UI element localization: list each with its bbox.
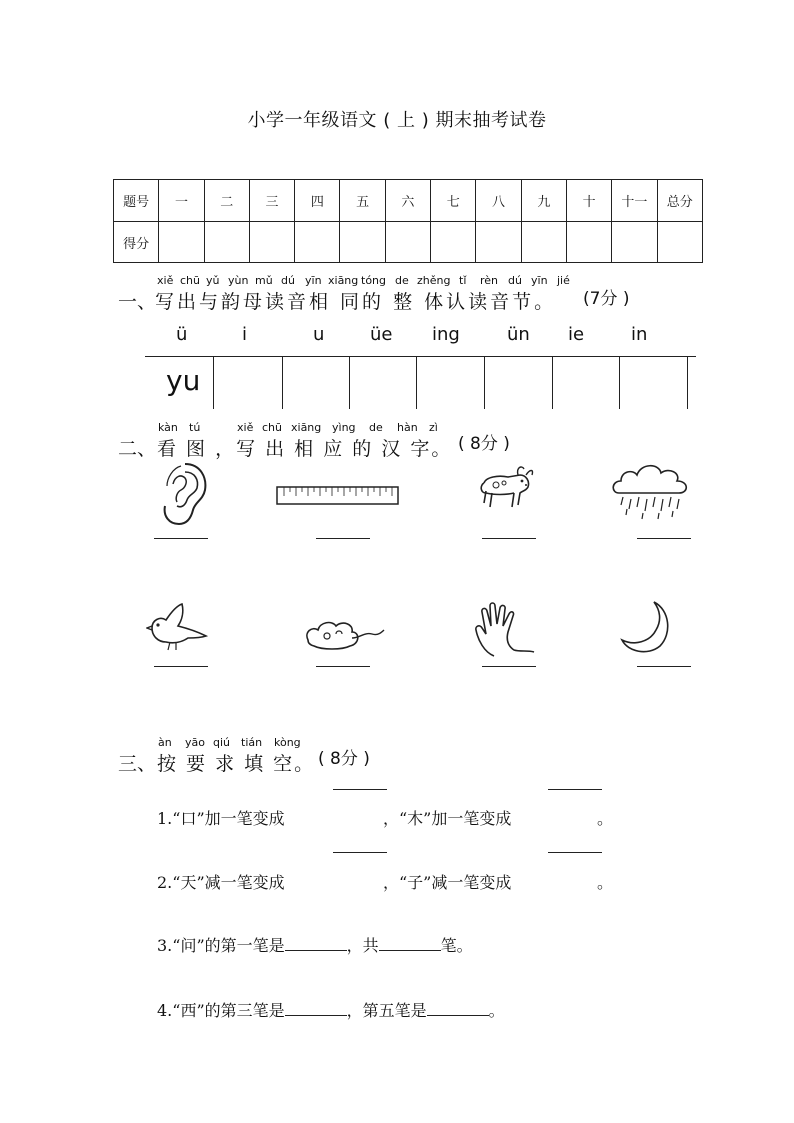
score-entry-cell[interactable]	[295, 222, 340, 263]
pinyin-label: yìng	[332, 421, 356, 434]
score-entry-cell[interactable]	[612, 222, 657, 263]
question-3	[157, 933, 473, 956]
score-entry-cell[interactable]	[657, 222, 702, 263]
score-cell-header: 八	[476, 180, 521, 222]
moon-icon	[620, 600, 672, 654]
question-2-end: 。	[597, 873, 614, 892]
answer-blank[interactable]	[548, 789, 602, 790]
ear-icon	[155, 460, 211, 528]
pinyin-label: tóng	[361, 274, 386, 287]
score-cell-header: 十一	[612, 180, 657, 222]
pinyin-label: yǔ	[206, 274, 220, 287]
question-1-part-b: ，“木”加一笔变成	[383, 809, 512, 828]
pinyin-label: yīn	[531, 274, 548, 287]
pinyin-label: zhěng	[417, 274, 451, 287]
pinyin-label: yùn	[228, 274, 249, 287]
pinyin-label: mǔ	[255, 274, 273, 287]
final-label: ie	[568, 324, 585, 345]
answer-grid-divider	[282, 356, 283, 409]
cow-icon	[474, 463, 536, 511]
final-label: ing	[432, 324, 460, 345]
picture-answer-blank[interactable]	[637, 538, 691, 539]
answer-grid-divider	[552, 356, 553, 409]
score-cell-header: 三	[249, 180, 294, 222]
pinyin-label: yāo	[185, 736, 205, 749]
question-4-part-b: ，第五笔是	[346, 1001, 427, 1020]
final-label: i	[242, 324, 248, 345]
question-3-end: 笔。	[440, 936, 473, 955]
final-label: ün	[507, 324, 530, 345]
score-cell-header: 题号	[114, 180, 159, 222]
question-1-part-a: 1.“口”加一笔变成	[157, 809, 285, 828]
section-number: 二、	[118, 438, 157, 460]
picture-answer-blank[interactable]	[154, 666, 208, 667]
question-2-part-b: ，“子”减一笔变成	[383, 873, 512, 892]
section-points: (7分 )	[583, 289, 630, 309]
final-label: u	[313, 324, 325, 345]
pinyin-label: dú	[281, 274, 295, 287]
score-table-score-row	[114, 222, 703, 263]
score-cell-header: 六	[385, 180, 430, 222]
score-table	[113, 179, 703, 263]
section-number: 三、	[118, 753, 157, 775]
question-2-part-a: 2.“天”减一笔变成	[157, 873, 285, 892]
answer-blank[interactable]	[379, 936, 441, 951]
pinyin-label: de	[369, 421, 383, 434]
pinyin-label: jié	[557, 274, 570, 287]
score-cell-header: 九	[521, 180, 566, 222]
answer-blank[interactable]	[427, 1001, 489, 1016]
score-table-header-row	[114, 180, 703, 222]
rain-cloud-icon	[609, 459, 691, 521]
answer-grid-divider	[687, 356, 688, 409]
score-entry-cell[interactable]	[476, 222, 521, 263]
answer-grid-divider	[416, 356, 417, 409]
score-cell-header: 总分	[657, 180, 702, 222]
score-entry-cell[interactable]	[159, 222, 204, 263]
section-instruction: 看 图 ，写 出 相 应 的 汉 字。	[157, 438, 453, 460]
question-4	[157, 998, 505, 1021]
answer-grid-divider	[213, 356, 214, 409]
pinyin-label: àn	[158, 736, 172, 749]
final-label: ü	[176, 324, 188, 345]
score-entry-cell[interactable]	[204, 222, 249, 263]
pinyin-label: tián	[241, 736, 263, 749]
pinyin-label: kàn	[158, 421, 178, 434]
hand-icon	[472, 600, 536, 658]
score-entry-cell[interactable]	[431, 222, 476, 263]
bird-icon	[146, 602, 210, 654]
score-row-label: 得分	[114, 222, 159, 263]
answer-grid-divider	[484, 356, 485, 409]
score-entry-cell[interactable]	[566, 222, 611, 263]
score-entry-cell[interactable]	[340, 222, 385, 263]
pinyin-label: xiāng	[291, 421, 322, 434]
pinyin-label: rèn	[480, 274, 499, 287]
pinyin-label: xiāng	[328, 274, 359, 287]
pinyin-label: chū	[262, 421, 282, 434]
pinyin-label: chū	[180, 274, 200, 287]
final-label: in	[631, 324, 648, 345]
pinyin-label: tú	[189, 421, 201, 434]
section-points: ( 8分 )	[318, 749, 370, 769]
section-instruction: 写出与韵母读音相 同的 整 体认读音节。	[155, 291, 557, 313]
answer-blank[interactable]	[333, 852, 387, 853]
score-entry-cell[interactable]	[521, 222, 566, 263]
score-cell-header: 七	[431, 180, 476, 222]
answer-blank[interactable]	[285, 936, 347, 951]
question-3-part-a: 3.“问”的第一笔是	[157, 936, 285, 955]
picture-answer-blank[interactable]	[482, 666, 536, 667]
question-4-part-a: 4.“西”的第三笔是	[157, 1001, 285, 1020]
final-label: üe	[370, 324, 393, 345]
picture-answer-blank[interactable]	[316, 538, 370, 539]
picture-answer-blank[interactable]	[154, 538, 208, 539]
score-cell-header: 四	[295, 180, 340, 222]
pinyin-label: yīn	[305, 274, 322, 287]
pinyin-label: hàn	[397, 421, 418, 434]
example-answer: yu	[166, 364, 201, 397]
pinyin-label: dú	[508, 274, 522, 287]
pinyin-label: de	[395, 274, 409, 287]
pinyin-label: qiú	[213, 736, 231, 749]
pinyin-label: xiě	[157, 274, 174, 287]
score-entry-cell[interactable]	[385, 222, 430, 263]
section-instruction: 按 要 求 填 空。	[157, 753, 316, 775]
section-number: 一、	[118, 291, 157, 313]
answer-grid-top-line	[145, 356, 696, 357]
pinyin-label: zì	[429, 421, 438, 434]
score-cell-header: 五	[340, 180, 385, 222]
picture-answer-blank[interactable]	[316, 666, 370, 667]
exam-title: 小学一年级语文 ( 上 ) 期末抽考试卷	[247, 110, 547, 131]
cloud-icon	[302, 618, 386, 652]
score-cell-header: 十	[566, 180, 611, 222]
section-points: ( 8分 )	[458, 434, 510, 454]
question-1-end: 。	[597, 809, 614, 828]
score-entry-cell[interactable]	[249, 222, 294, 263]
answer-blank[interactable]	[548, 852, 602, 853]
answer-blank[interactable]	[285, 1001, 347, 1016]
answer-grid-divider	[619, 356, 620, 409]
score-cell-header: 一	[159, 180, 204, 222]
answer-blank[interactable]	[333, 789, 387, 790]
question-3-part-b: ，共	[346, 936, 379, 955]
question-4-end: 。	[488, 1001, 505, 1020]
pinyin-label: xiě	[237, 421, 254, 434]
score-cell-header: 二	[204, 180, 249, 222]
answer-grid-divider	[349, 356, 350, 409]
pinyin-label: kòng	[274, 736, 301, 749]
picture-answer-blank[interactable]	[637, 666, 691, 667]
pinyin-label: tǐ	[459, 274, 467, 287]
ruler-icon	[276, 484, 400, 508]
picture-answer-blank[interactable]	[482, 538, 536, 539]
